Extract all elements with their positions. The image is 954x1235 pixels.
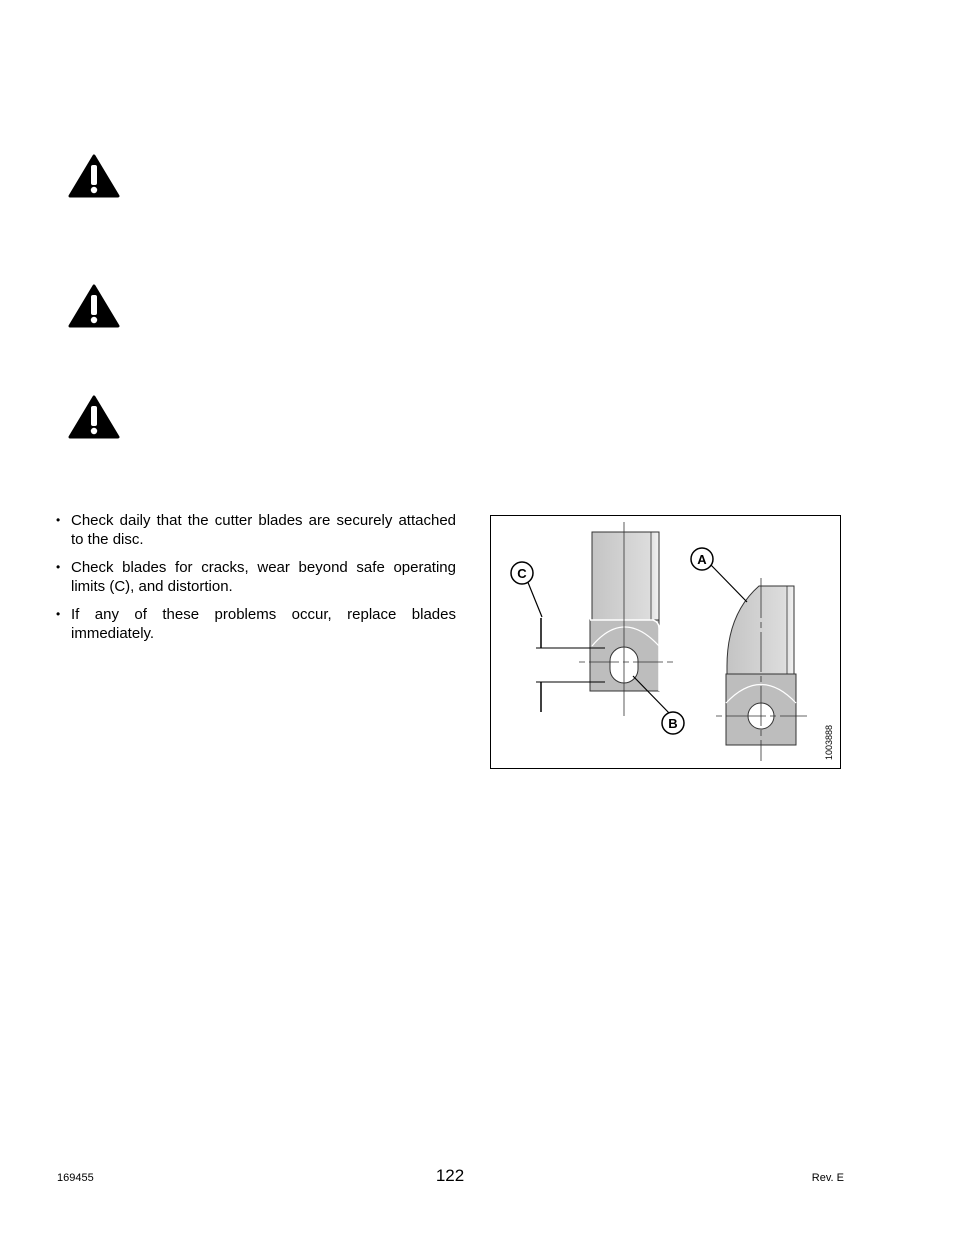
inspection-bullet-list — [55, 511, 456, 652]
warning-triangle-icon — [68, 154, 120, 198]
revision-label: Rev. E — [811, 1172, 844, 1184]
svg-text:C: C — [517, 566, 527, 581]
figure-id: 1003888 — [824, 724, 834, 760]
bullet-item: • If any of these problems occur, replace blades immediately. — [55, 605, 456, 643]
bullet-item: • Check daily that the cutter blades are securely attached to the disc. — [55, 511, 456, 549]
doc-number: 169455 — [57, 1172, 94, 1184]
blade-diagram — [491, 516, 842, 770]
warning-triangle-icon — [68, 395, 120, 439]
worn-blade — [590, 532, 659, 691]
warning-triangle-icon — [68, 284, 120, 328]
callout-c — [511, 562, 533, 584]
callout-a — [691, 548, 713, 570]
bullet-item: • Check blades for cracks, wear beyond safe operating limits (C), and distortion. — [55, 558, 456, 596]
blade-diagram-figure — [490, 515, 841, 769]
callout-b — [662, 712, 684, 734]
svg-text:B: B — [668, 716, 678, 731]
svg-text:A: A — [697, 552, 707, 567]
page-number: 122 — [435, 1166, 465, 1185]
